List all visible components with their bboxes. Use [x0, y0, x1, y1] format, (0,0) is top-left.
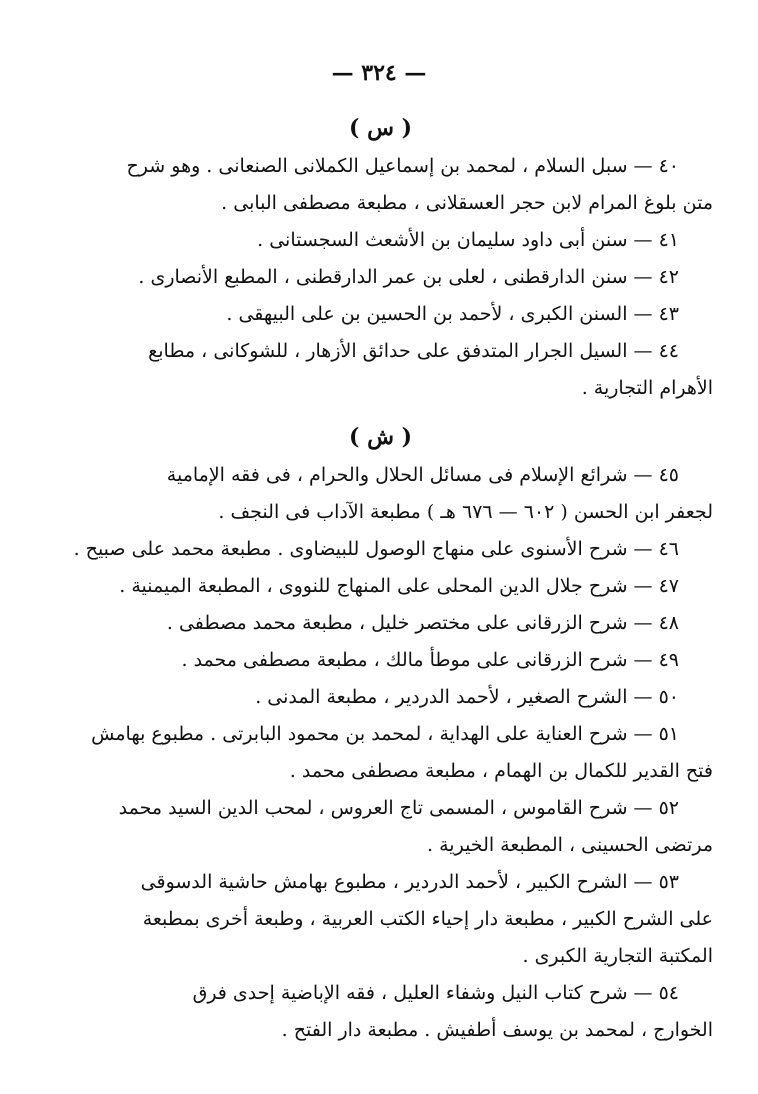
entry-line: ٤٨ — شرح الزرقانى على مختصر خليل ، مطبعة محمد مصطفى . [166, 612, 679, 634]
bibliography-entry-50 [48, 679, 713, 716]
bibliography-entry-54 [48, 975, 713, 1049]
entry-line: ٤٣ — السنن الكبرى ، لأحمد بن الحسين بن على البيهقى . [226, 303, 679, 325]
section-heading-sin: ( س ) [349, 115, 412, 141]
bibliography-entry-49 [48, 642, 713, 679]
entry-line: ٥٢ — شرح القاموس ، المسمى تاج العروس ، لمحب الدين السيد محمد [118, 797, 679, 819]
entry-line: الخوارج ، لمحمد بن يوسف أطفيش . مطبعة دار الفتح . [281, 1019, 713, 1041]
entry-line: ٤٩ — شرح الزرقانى على موطأ مالك ، مطبعة مصطفى محمد . [181, 649, 679, 671]
entry-line: ٥١ — شرح العناية على الهداية ، لمحمد بن محمود البابرتى . مطبوع بهامش [91, 723, 679, 745]
entry-line: ٤٠ — سبل السلام ، لمحمد بن إسماعيل الكملانى الصنعانى . وهو شرح [126, 155, 679, 177]
entry-line: فتح القدير للكمال بن الهمام ، مطبعة مصطفى محمد . [289, 760, 713, 782]
bibliography-entry-45 [48, 457, 713, 531]
entry-line: ٤٤ — السيل الجرار المتدفق على حدائق الأزهار ، للشوكانى ، مطابع [148, 340, 679, 362]
bibliography-entry-40 [48, 148, 713, 222]
bibliography-entry-53 [48, 864, 713, 975]
page-content [48, 108, 713, 1049]
page-number: — ٣٢٤ — [331, 60, 427, 86]
bibliography-entry-44 [48, 333, 713, 407]
entry-line: المكتبة التجارية الكبرى . [522, 945, 713, 967]
entry-line: لجعفر ابن الحسن ( ٦٠٢ — ٦٧٦ هـ ) مطبعة الآداب فى النجف . [218, 501, 713, 523]
entry-line: ٤٦ — شرح الأسنوى على منهاج الوصول للبيضاوى . مطبعة محمد على صبيح . [73, 538, 679, 560]
entry-line: ٥٤ — شرح كتاب النيل وشفاء العليل ، فقه الإباضية إحدى فرق [192, 982, 679, 1004]
entry-line: ٤٢ — سنن الدارقطنى ، لعلى بن عمر الدارقطنى ، المطبع الأنصارى . [138, 266, 679, 288]
bibliography-entry-48 [48, 605, 713, 642]
entry-line: الأهرام التجارية . [581, 377, 713, 399]
entry-line: ٤٧ — شرح جلال الدين المحلى على المنهاج للنووى ، المطبعة الميمنية . [119, 575, 679, 597]
section-heading-shin: ( ش ) [349, 424, 412, 450]
entry-line: ٤٥ — شرائع الإسلام فى مسائل الحلال والحرام ، فى فقه الإمامية [166, 464, 679, 486]
bibliography-entry-47 [48, 568, 713, 605]
bibliography-entry-43 [48, 296, 713, 333]
bibliography-entry-51 [48, 716, 713, 790]
entry-line: مرتضى الحسينى ، المطبعة الخيرية . [427, 834, 713, 856]
bibliography-entry-41 [48, 222, 713, 259]
bibliography-entry-42 [48, 259, 713, 296]
entry-line: ٥٣ — الشرح الكبير ، لأحمد الدردير ، مطبوع بهامش حاشية الدسوقى [140, 871, 679, 893]
bibliography-entry-46 [48, 531, 713, 568]
entry-line: ٤١ — سنن أبى داود سليمان بن الأشعث السجستانى . [257, 229, 679, 251]
entry-line: على الشرح الكبير ، مطبعة دار إحياء الكتب العربية ، وطبعة أخرى بمطبعة [142, 908, 713, 930]
bibliography-entry-52 [48, 790, 713, 864]
entry-line: ٥٠ — الشرح الصغير ، لأحمد الدردير ، مطبعة المدنى . [255, 686, 679, 708]
entry-line: متن بلوغ المرام لابن حجر العسقلانى ، مطبعة مصطفى البابى . [221, 192, 713, 214]
